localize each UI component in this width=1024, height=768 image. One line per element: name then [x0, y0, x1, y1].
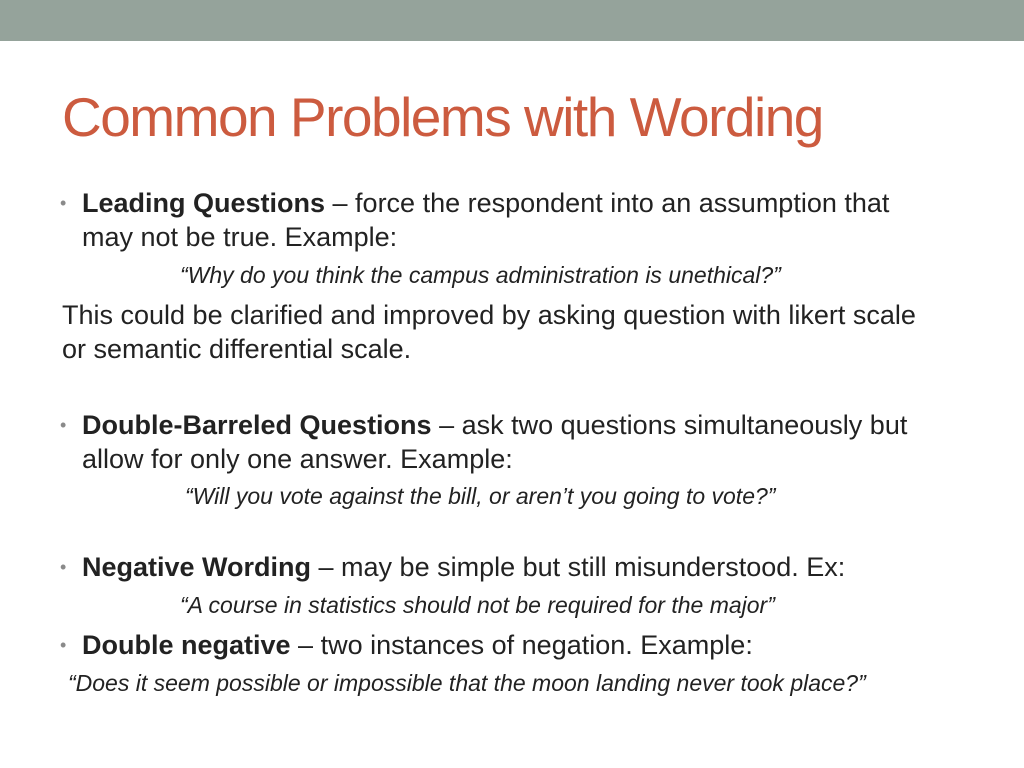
- bullet-leading-line1: [82, 186, 889, 220]
- negative-term: Negative Wording: [82, 552, 312, 582]
- double-barreled-example: “Will you vote against the bill, or aren’t you going to vote?”: [185, 483, 776, 509]
- negative-example: “A course in statistics should not be required for the major”: [180, 592, 775, 618]
- leading-text-1: – force the respondent into an assumption that: [325, 188, 890, 218]
- bullet-negative-line1: [82, 550, 845, 584]
- bullet-leading-line2: may not be true. Example:: [82, 222, 398, 252]
- double-negative-term: Double negative: [82, 630, 291, 660]
- clarification-line1: This could be clarified and improved by asking question with likert scale: [62, 300, 916, 330]
- negative-text-1: – may be simple but still misunderstood. Ex:: [311, 552, 846, 582]
- top-accent-bar: [0, 0, 1024, 41]
- bullet-double-barreled-line2: allow for only one answer. Example:: [82, 444, 513, 474]
- leading-example: “Why do you think the campus administration is unethical?”: [180, 262, 781, 288]
- leading-term: Leading Questions: [82, 188, 326, 218]
- bullet-dot-double-negative: •: [60, 635, 67, 655]
- bullet-dot-double-barreled: •: [60, 415, 67, 435]
- double-barreled-term: Double-Barreled Questions: [82, 410, 432, 440]
- double-negative-example: “Does it seem possible or impossible that the moon landing never took place?”: [68, 670, 866, 696]
- double-negative-text-1: – two instances of negation. Example:: [290, 630, 753, 660]
- clarification-line2: or semantic differential scale.: [62, 334, 412, 364]
- bullet-dot-negative: •: [60, 557, 67, 577]
- bullet-double-negative-line1: [82, 628, 753, 662]
- bullet-double-barreled-line1: [82, 408, 907, 442]
- bullet-dot-leading: •: [60, 193, 67, 213]
- double-barreled-text-1: – ask two questions simultaneously but: [431, 410, 908, 440]
- slide-title: Common Problems with Wording: [62, 86, 823, 148]
